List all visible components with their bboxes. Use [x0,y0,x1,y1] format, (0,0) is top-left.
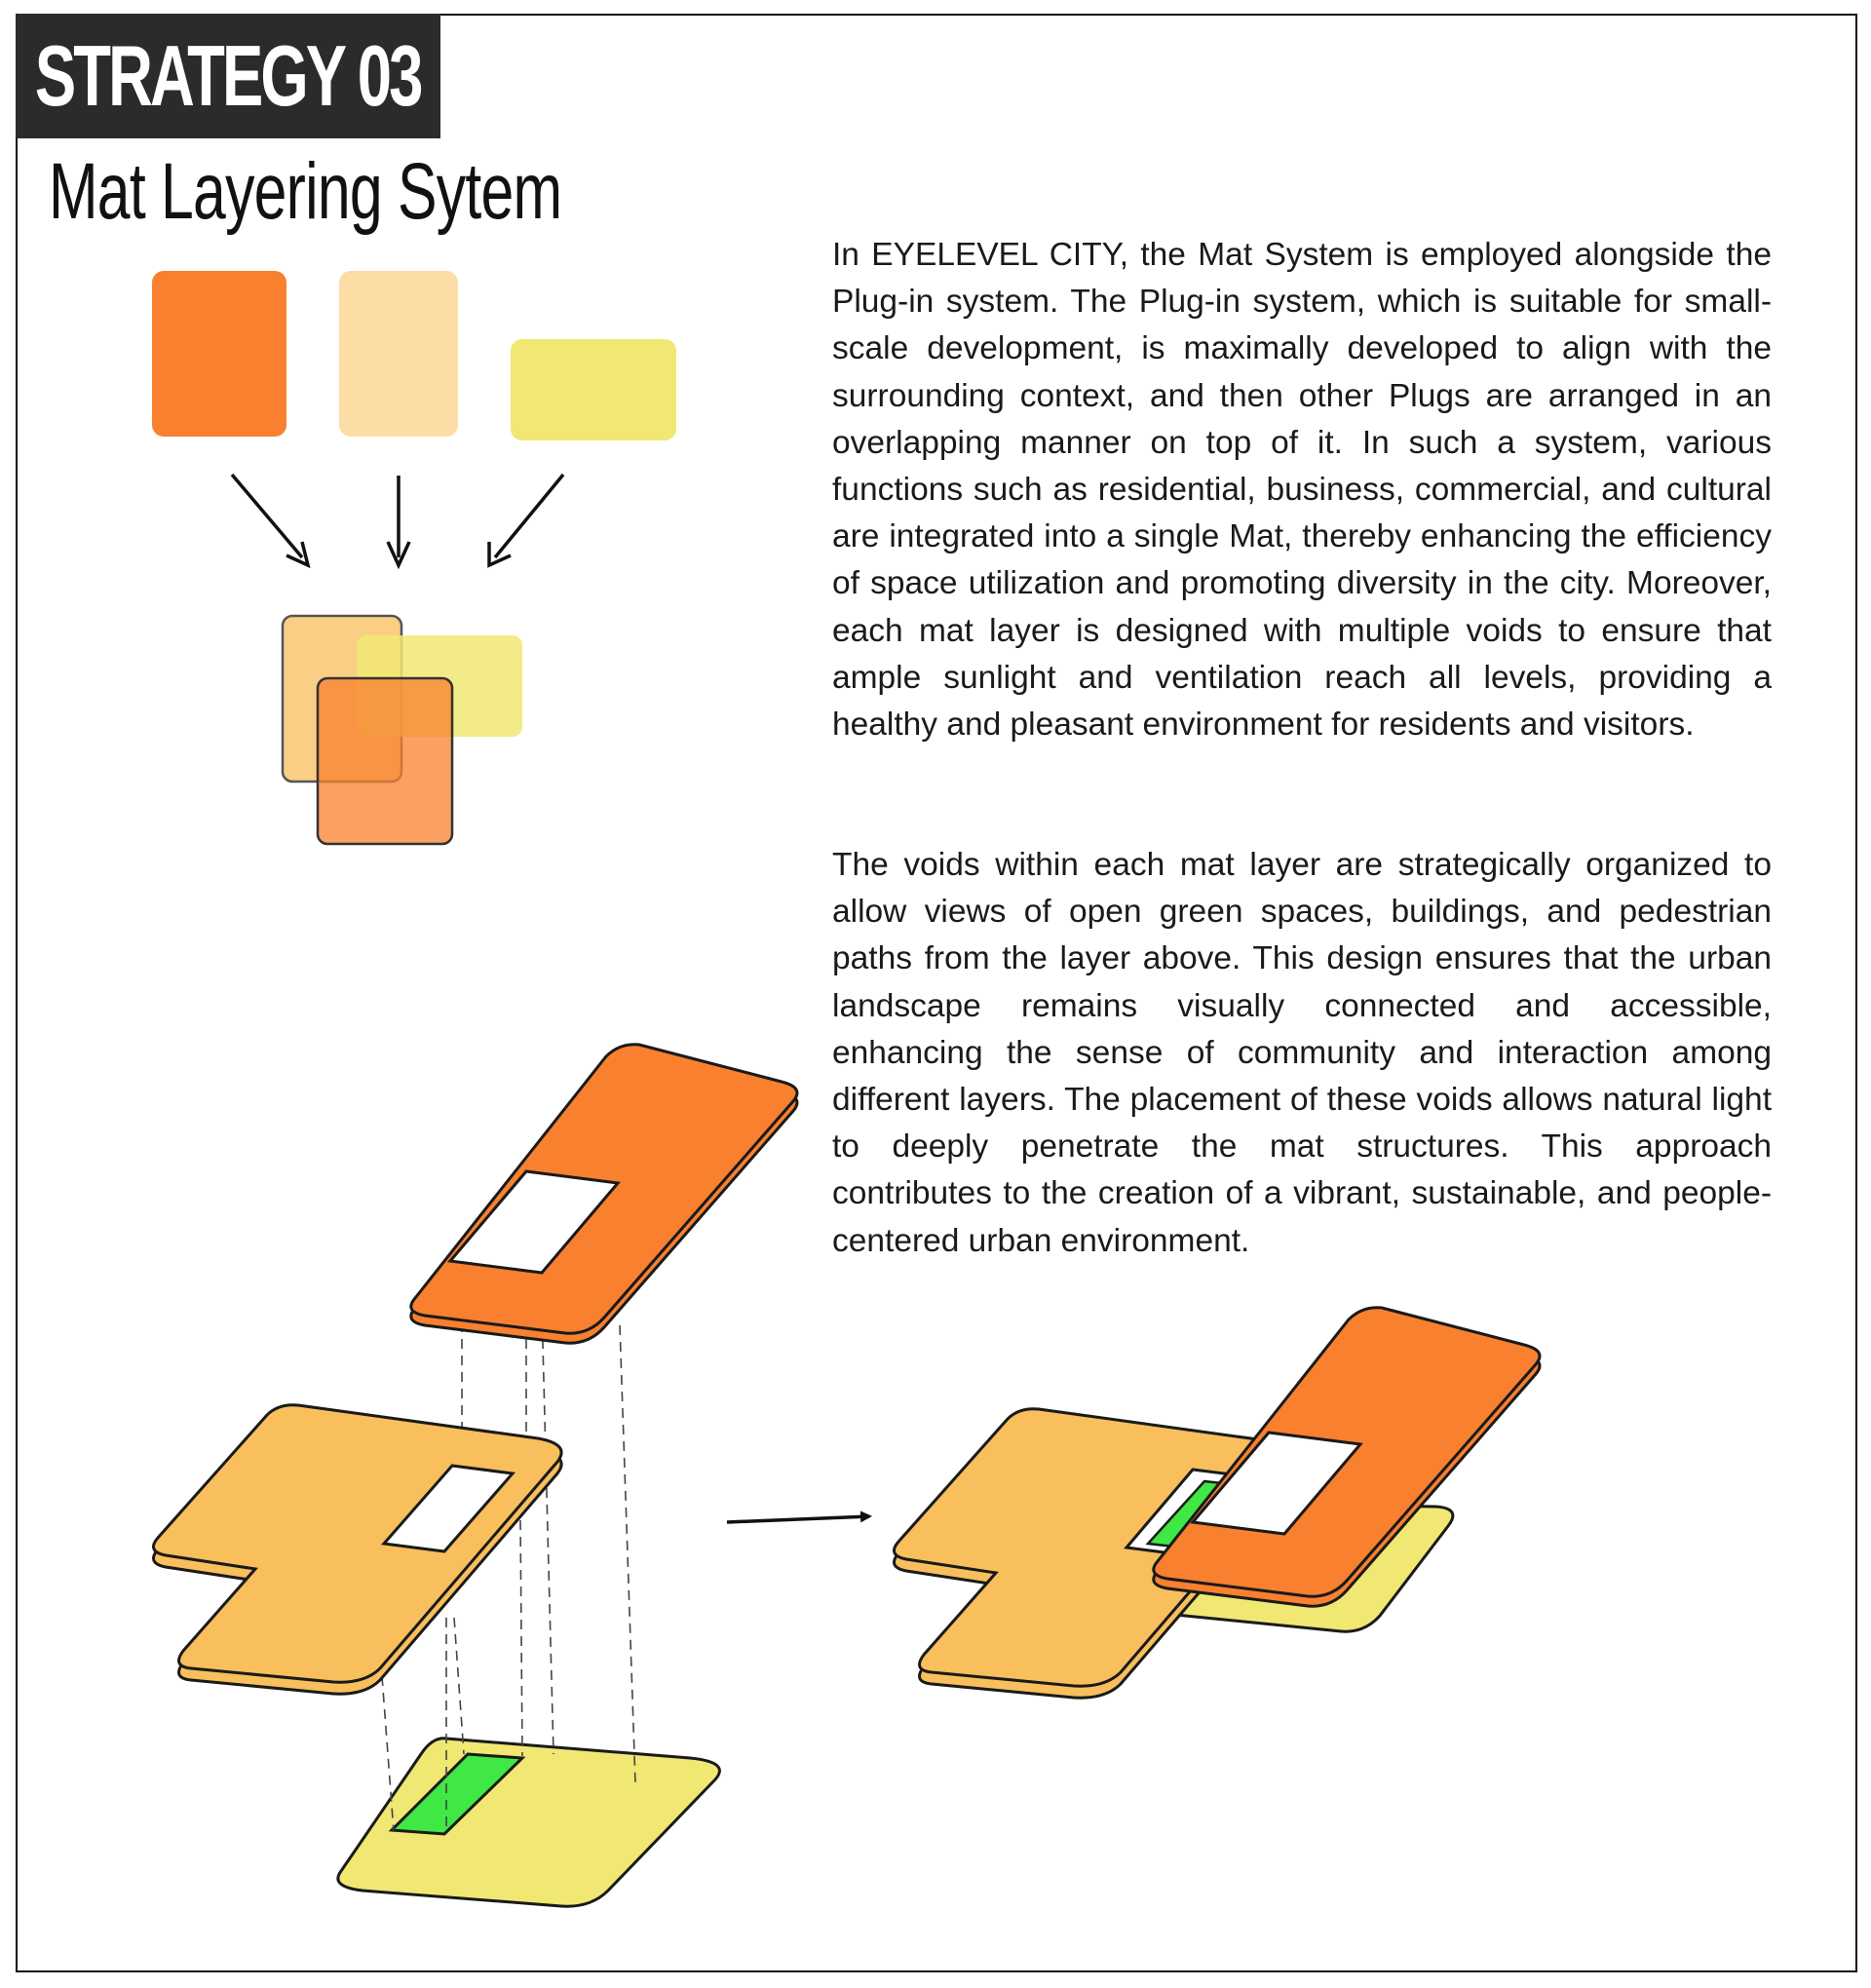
orange-mat-layer [411,1045,797,1343]
mat-orange-swatch [152,271,286,437]
assembly-arrow [727,1516,869,1522]
combined-mat-icon [283,616,522,844]
light-orange-mat-layer [154,1405,562,1695]
combined-orange-layer [318,678,452,844]
description-paragraph-1: In EYELEVEL CITY, the Mat System is employed alongside the Plug-in system. The Plug-in system, which is suitable for small-scale development, is maximally developed to align with the surrounding context, and then other Plugs are arranged in an overlapping manner on top of it. In such a system, various functions such as residential, business, commercial, and cultural are integrated into a single Mat, thereby enhancing the efficiency of space utilization and promoting diversity in the city. Moreover, each mat layer is designed with multiple voids to ensure that ample sunlight and ventilation reach all levels, providing a healthy and pleasant environment for residents and visitors. [832,237,1772,744]
mat-yellow-swatch [511,339,676,440]
assembled-mat-stack [895,1308,1541,1698]
page-title: Mat Layering Sytem [49,147,562,236]
description-paragraph-2: The voids within each mat layer are strategically organized to allow views of open green spaces, buildings, and pedestrian paths from the layer above. This design ensures that the urban landscape remains visually connected and accessible, enhancing the sense of community and interaction among different layers. The placement of these voids allows natural light to deeply penetrate the mat structures. This approach contributes to the creation of a vibrant, sustainable, and people-centered urban environment. [832,847,1772,1259]
merge-arrows [232,475,563,565]
yellow-base-plate [338,1739,720,1906]
arrow-right [495,475,563,557]
strategy-badge-label: STRATEGY 03 [35,27,421,124]
mat-peach-swatch [339,271,458,437]
arrow-left [232,475,302,557]
